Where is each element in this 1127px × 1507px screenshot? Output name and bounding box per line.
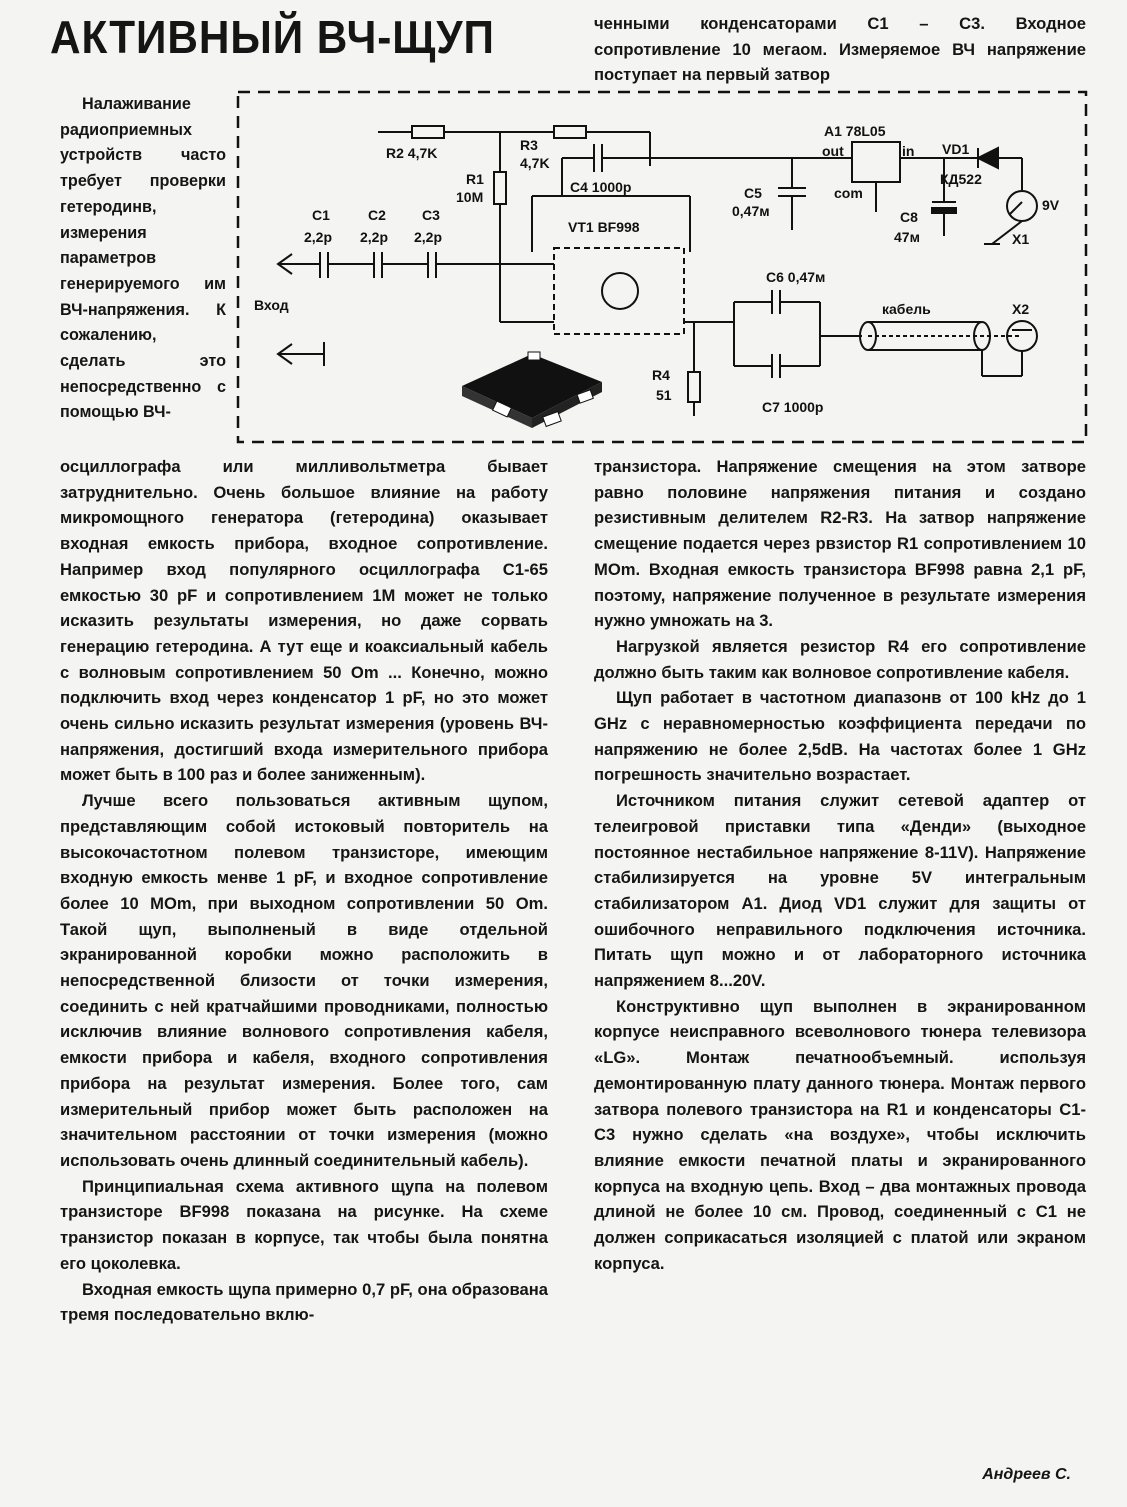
label-a1-out: out [822, 143, 844, 159]
label-vd1: VD1 [942, 141, 970, 157]
author-signature: Андреев С. [982, 1466, 1071, 1483]
label-r3-value: 4,7K [520, 155, 550, 171]
label-c3-value: 2,2p [414, 229, 443, 245]
label-c5-value: 0,47м [732, 203, 770, 219]
label-c5: C5 [744, 185, 762, 201]
label-r1-value: 10M [456, 189, 484, 205]
label-c2-value: 2,2p [360, 229, 389, 245]
right-column [594, 454, 1086, 1277]
label-c6: C6 0,47м [766, 269, 826, 285]
right-paragraph-3: Щуп работает в частотном диапазонв от 100 kHz до 1 GHz с неравномерностью коэффициента передачи по напряжению не более 2,5dB. На частотах более 1 GHz погрешность значительно возрастает. [594, 688, 1086, 785]
left-column [60, 454, 548, 1328]
r4-symbol [688, 372, 700, 402]
label-c2: C2 [368, 207, 386, 223]
label-c1-value: 2,2p [304, 229, 333, 245]
r3-symbol [554, 126, 586, 138]
left-paragraph-4: Входная емкость щупа примерно 0,7 pF, она образована тремя последовательно вклю- [60, 1279, 548, 1325]
label-c3: C3 [422, 207, 440, 223]
label-9v: 9V [1042, 197, 1060, 213]
left-paragraph-1: осциллографа или милливольтметра бывает затруднительно. Очень большое влияние на работу микромощного генератора (гетеродина) оказывает входная емкость прибора, входное сопротивление. Например вход популярного осциллографа С1-65 емкостью 30 pF и сопротивлением 1М может не только исказить результаты измерения, но даже сорвать генерацию гетеродина. А тут еще и коаксиальный кабель с волновым сопротивлением 50 Om ... Конечно, можно подключить вход через конденсатор 1 pF, но это может очень сильно исказить результат измерения (уровень ВЧ-напряжения, достигший входа измерительного прибора может быть в 100 раз и более заниженным). [60, 457, 548, 785]
label-vt1: VT1 BF998 [568, 219, 640, 235]
left-paragraph-3: Принципиальная схема активного щупа на полевом транзисторе BF998 показана на рисунке. На схеме транзистор показан в корпусе, так чтобы была понятна его цоколевка. [60, 1176, 548, 1273]
label-r1: R1 [466, 171, 484, 187]
vt1-package [554, 248, 684, 334]
label-x2: X2 [1012, 301, 1030, 317]
narrow-column [60, 92, 226, 426]
article-title: АКТИВНЫЙ ВЧ-ЩУП [50, 11, 495, 63]
a1-regulator [852, 142, 900, 182]
label-r2: R2 4,7K [386, 145, 438, 161]
label-a1-com: com [834, 185, 863, 201]
label-x1: X1 [1012, 231, 1030, 247]
x1-connector [1007, 191, 1037, 221]
right-paragraph-4: Источником питания служит сетевой адаптер от телеигровой приставки типа «Денди» (выходное постоянное нестабильное напряжение 8-11V). Напряжение стабилизируется на уровне 5V интегральным стабилизатором А1. Диод VD1 служит для защиты от ошибочного неправильного подключения источника. Питать щуп можно и от лабораторного источника напряжением 8...20V. [594, 791, 1086, 991]
right-paragraph-5: Конструктивно щуп выполнен в экранированном корпусе неисправного всеволнового тюнера телевизора «LG». Монтаж печатнообъемный. используя демонтированную плату данного тюнера. Монтаж первого затвора полевого транзистора на R1 и конденсаторы С1-С3 нужно сделать «на воздухе», чтобы исключить влияние емкости печатной платы и экранированного корпуса на входную цепь. Вход – два монтажных провода длиной не более 10 см. Провод, соединенный с С1 не должен соприкасаться изоляцией с платой или экраном корпуса. [594, 996, 1086, 1273]
narrow-paragraph: Налаживание радиоприемных устройств часто требует проверки гетеродинв, измерения параметров генерируемого им ВЧ-напряжения. К сожалению, сделать это непосредственно с помощью ВЧ- [60, 95, 226, 422]
right-paragraph-1: транзистора. Напряжение смещения на этом затворе равно половине напряжения питания и создано резистивным делителем R2-R3. На затвор напряжение смещение подается через рвзистор R1 сопротивлением 10 MOm. Входная емкость транзистора BF998 равна 2,1 pF, поэтому, напряжение полученное в результате измерения нужно умножать на 3. [594, 457, 1086, 631]
intro-paragraph: ченными конденсаторами С1 – С3. Входное сопротивление 10 мегаом. Измеряемое ВЧ напряжение поступает на первый затвор [594, 14, 1086, 85]
label-a1: A1 78L05 [824, 123, 886, 139]
label-c1: C1 [312, 207, 330, 223]
r1-symbol [494, 172, 506, 204]
label-cable: кабель [882, 301, 931, 317]
label-a1-in: in [902, 143, 915, 159]
label-c7: C7 1000p [762, 399, 824, 415]
r2-symbol [412, 126, 444, 138]
vt1-transistor [602, 273, 638, 309]
circuit-schematic [232, 86, 1094, 448]
label-input: Вход [254, 297, 289, 313]
label-c8: C8 [900, 209, 918, 225]
label-r4-value: 51 [656, 387, 672, 403]
intro-right-text [594, 11, 1086, 88]
label-vd1-value: КД522 [940, 171, 982, 187]
label-r4: R4 [652, 367, 670, 383]
right-paragraph-2: Нагрузкой является резистор R4 его сопротивление должно быть таким как волновое сопротивление кабеля. [594, 636, 1086, 682]
label-r3: R3 [520, 137, 538, 153]
bf998-package-drawing [462, 352, 602, 428]
left-paragraph-2: Лучше всего пользоваться активным щупом, представляющим собой истоковый повторитель на высокочастотном полевом транзисторе, имеющим входную емкость менве 1 pF, и входное сопротивление более 10 MOm, при выходном сопротивлении 50 Om. Такой щуп, выполненый в виде отдельной экранированной коробки можно расположить в непосредственной близости от точки измерения, соединить с ней кратчайшими проводниками, полностью исключив влияние волнового сопротивления кабеля, емкости прибора и кабеля, входного сопротивления прибора на результат измерения. Более того, сам измерительный прибор может быть расположен на значительном расстоянии от точки измерения (можно использовать очень длинный соединительный кабель). [60, 791, 548, 1170]
label-c4: C4 1000p [570, 179, 632, 195]
label-c8-value: 47м [894, 229, 920, 245]
schematic-svg [232, 86, 1094, 448]
vd1-diode [978, 148, 998, 168]
